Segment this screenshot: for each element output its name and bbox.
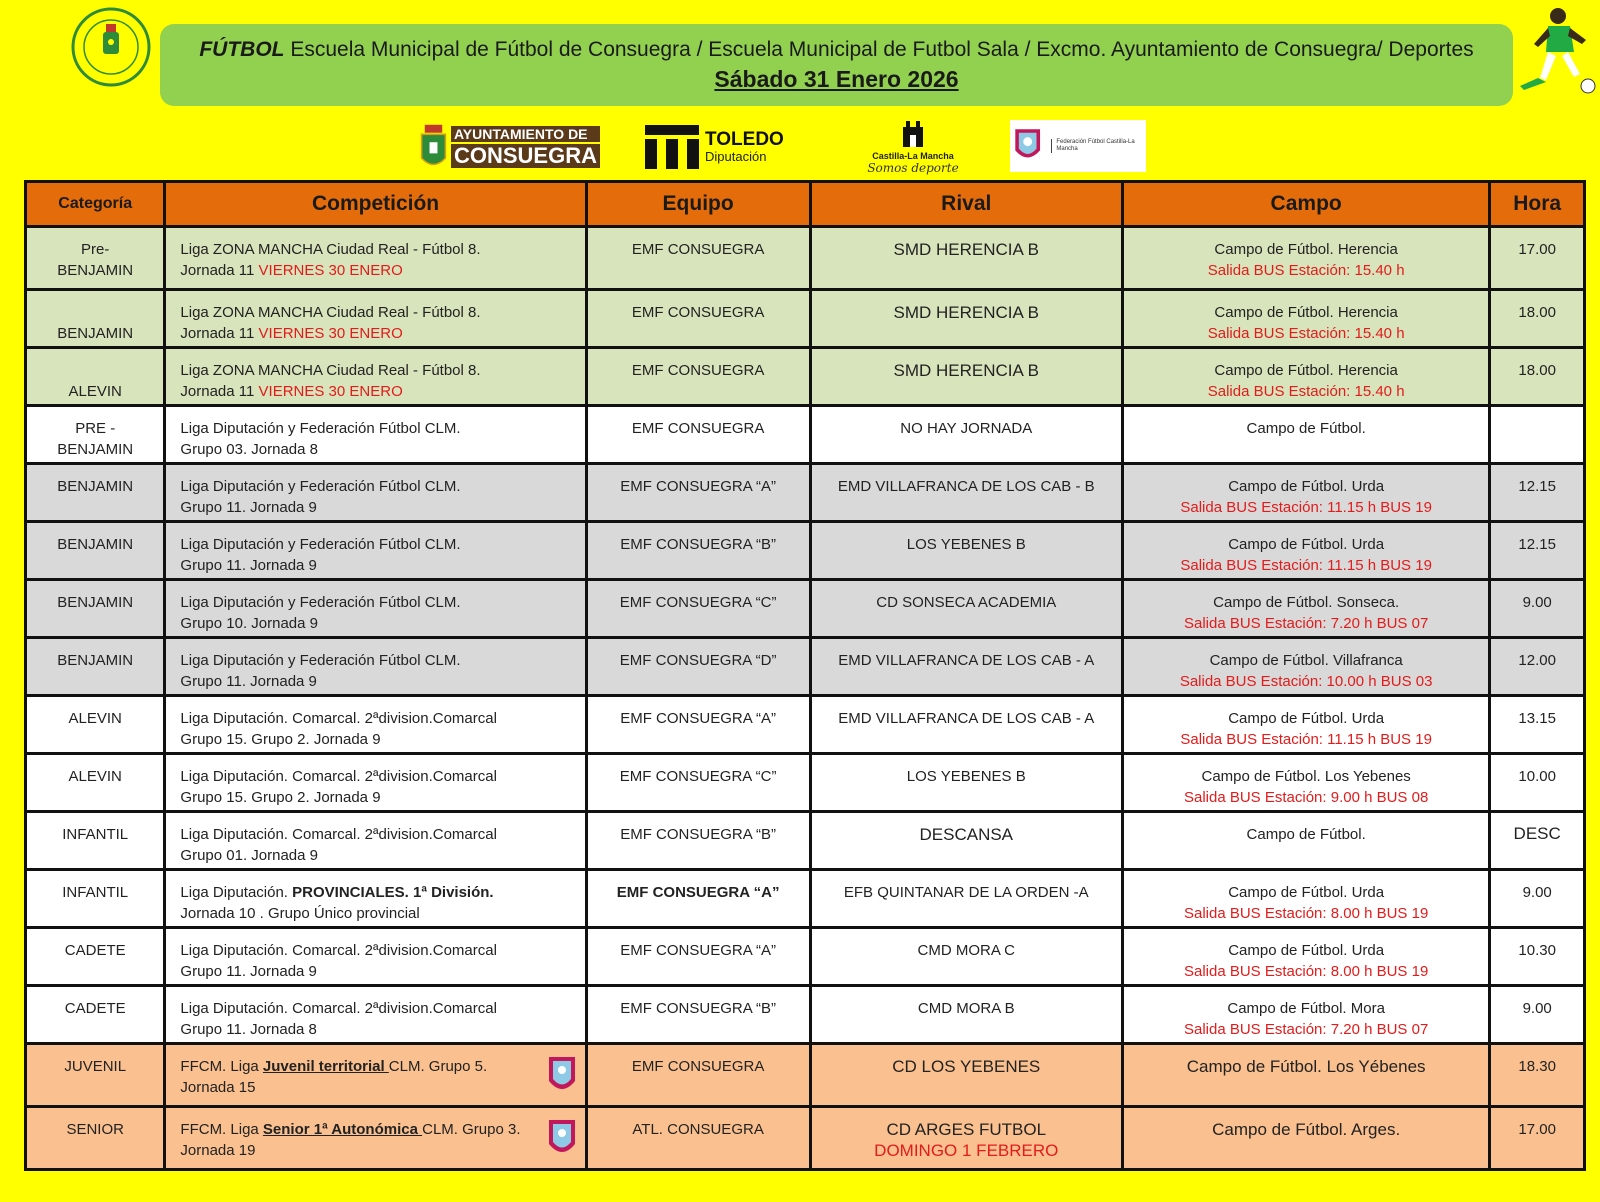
categoria-line2: BENJAMIN	[57, 441, 134, 458]
cell-equipo: EMF CONSUEGRA	[586, 1044, 810, 1107]
categoria-line1: Pre-	[81, 241, 110, 258]
cell-campo	[1122, 696, 1489, 754]
federacion-logo-text: Federación Fútbol Castilla-La Mancha	[1051, 139, 1146, 152]
campo-name: Campo de Fútbol. Sonseca.	[1213, 594, 1400, 611]
clm-castle-icon	[900, 119, 926, 149]
rival-date-note: DOMINGO 1 FEBRERO	[874, 1141, 1059, 1160]
table-row	[26, 348, 1585, 406]
cell-hora: 18.30	[1490, 1044, 1585, 1107]
categoria-line2: BENJAMIN	[57, 262, 134, 279]
cell-campo	[1122, 870, 1489, 928]
cell-hora: 9.00	[1490, 986, 1585, 1044]
competicion-line1-suffix: CLM. Grupo 3.	[422, 1121, 521, 1138]
cell-campo	[1122, 580, 1489, 638]
title-organizations: Escuela Municipal de Fútbol de Consuegra / Escuela Municipal de Futbol Sala / Excmo. Ayuntamiento de Consuegra/ Deportes	[290, 38, 1474, 61]
competicion-line2: Grupo 11. Jornada 9	[180, 673, 317, 690]
cell-hora: DESC	[1490, 812, 1585, 870]
campo-name: Campo de Fútbol. Urda	[1228, 478, 1385, 495]
competicion-line1: Liga Diputación. Comarcal. 2ªdivision.Comarcal	[180, 942, 497, 959]
ayuntamiento-consuegra-logo	[420, 114, 600, 180]
competicion-line2: Grupo 10. Jornada 9	[180, 615, 318, 632]
cell-hora: 12.15	[1490, 464, 1585, 522]
cell-campo	[1122, 986, 1489, 1044]
cell-rival: CD SONSECA ACADEMIA	[810, 580, 1122, 638]
cell-campo	[1122, 1107, 1489, 1170]
title-banner	[160, 24, 1513, 106]
cell-rival: CD LOS YEBENES	[810, 1044, 1122, 1107]
campo-bus-departure: Salida BUS Estación: 7.20 h BUS 07	[1183, 1021, 1429, 1038]
cell-campo	[1122, 522, 1489, 580]
table-row	[26, 522, 1585, 580]
header-rival: Rival	[810, 182, 1122, 227]
campo-name: Campo de Fútbol. Los Yebenes	[1201, 768, 1411, 785]
competicion-line2: Jornada 11	[180, 262, 259, 279]
cell-categoria	[26, 290, 165, 348]
competicion-line1: Liga Diputación. Comarcal. 2ªdivision.Comarcal	[180, 710, 497, 727]
page-title	[160, 38, 1513, 62]
cell-categoria: BENJAMIN	[26, 464, 165, 522]
cell-rival: DESCANSA	[810, 812, 1122, 870]
categoria-line2: BENJAMIN	[57, 325, 134, 342]
header-campo: Campo	[1122, 182, 1489, 227]
cell-competicion	[165, 522, 586, 580]
table-row	[26, 928, 1585, 986]
campo-name: Campo de Fútbol. Los Yébenes	[1186, 1057, 1426, 1076]
campo-name: Campo de Fútbol. Arges.	[1212, 1120, 1401, 1139]
campo-bus-departure: Salida BUS Estación: 10.00 h BUS 03	[1179, 673, 1433, 690]
competicion-line2: Jornada 15	[180, 1079, 256, 1096]
cell-rival: CMD MORA C	[810, 928, 1122, 986]
header-competicion: Competición	[165, 182, 586, 227]
table-row	[26, 290, 1585, 348]
clm-logo-line2: Somos deporte	[867, 161, 959, 175]
competicion-line1: Liga Diputación y Federación Fútbol CLM.	[180, 594, 461, 611]
cell-rival: CMD MORA B	[810, 986, 1122, 1044]
competicion-line2: Grupo 15. Grupo 2. Jornada 9	[180, 789, 381, 806]
cell-competicion	[165, 348, 586, 406]
campo-name: Campo de Fútbol.	[1246, 826, 1366, 843]
schedule-date: Sábado 31 Enero 2026	[714, 66, 959, 92]
cell-equipo: EMF CONSUEGRA “D”	[586, 638, 810, 696]
table-row	[26, 1044, 1585, 1107]
cell-equipo: EMF CONSUEGRA	[586, 290, 810, 348]
campo-bus-departure: Salida BUS Estación: 9.00 h BUS 08	[1183, 789, 1429, 806]
cell-equipo: ATL. CONSUEGRA	[586, 1107, 810, 1170]
toledo-logo-line2: Diputación	[705, 149, 767, 165]
cell-equipo: EMF CONSUEGRA “C”	[586, 580, 810, 638]
competicion-line2: Grupo 15. Grupo 2. Jornada 9	[180, 731, 381, 748]
competicion-line1: Liga ZONA MANCHA Ciudad Real - Fútbol 8.	[180, 362, 481, 379]
cell-campo	[1122, 1044, 1489, 1107]
federacion-futbol-clm-logo	[1010, 120, 1146, 172]
cell-rival: EFB QUINTANAR DE LA ORDEN -A	[810, 870, 1122, 928]
castilla-la-mancha-logo	[838, 114, 988, 180]
competicion-line1: Liga Diputación. Comarcal. 2ªdivision.Comarcal	[180, 1000, 497, 1017]
cell-equipo: EMF CONSUEGRA “B”	[586, 986, 810, 1044]
cell-competicion	[165, 696, 586, 754]
competicion-line1-suffix: CLM. Grupo 5.	[388, 1058, 488, 1075]
cell-hora: 10.00	[1490, 754, 1585, 812]
competicion-line1: Liga ZONA MANCHA Ciudad Real - Fútbol 8.	[180, 304, 481, 321]
campo-bus-departure: Salida BUS Estación: 15.40 h	[1207, 325, 1405, 342]
header-categoria: Categoría	[26, 182, 165, 227]
cell-competicion	[165, 406, 586, 464]
table-row	[26, 638, 1585, 696]
cell-categoria	[26, 348, 165, 406]
cell-hora: 12.00	[1490, 638, 1585, 696]
cell-equipo: EMF CONSUEGRA “A”	[586, 928, 810, 986]
campo-name: Campo de Fútbol. Urda	[1228, 884, 1385, 901]
competicion-line1: Liga Diputación. Comarcal. 2ªdivision.Comarcal	[180, 826, 497, 843]
competicion-line1: Liga Diputación. Comarcal. 2ªdivision.Comarcal	[180, 768, 497, 785]
competicion-line2: Jornada 10 . Grupo Único provincial	[180, 905, 420, 922]
cell-hora: 18.00	[1490, 290, 1585, 348]
cell-equipo: EMF CONSUEGRA “B”	[586, 812, 810, 870]
cell-categoria: INFANTIL	[26, 812, 165, 870]
cell-rival: LOS YEBENES B	[810, 754, 1122, 812]
cell-categoria: CADETE	[26, 928, 165, 986]
competicion-line2: Jornada 11	[180, 383, 259, 400]
toledo-mark-icon	[645, 125, 699, 169]
competicion-line2: Grupo 11. Jornada 9	[180, 499, 317, 516]
competicion-line1: Liga Diputación y Federación Fútbol CLM.	[180, 652, 461, 669]
table-row	[26, 1107, 1585, 1170]
federacion-badge-icon	[545, 1053, 579, 1099]
campo-bus-departure: Salida BUS Estación: 8.00 h BUS 19	[1183, 905, 1429, 922]
competicion-date-note: VIERNES 30 ENERO	[258, 325, 403, 342]
cell-rival: EMD VILLAFRANCA DE LOS CAB - B	[810, 464, 1122, 522]
cell-equipo: EMF CONSUEGRA “A”	[586, 870, 810, 928]
cell-hora: 13.15	[1490, 696, 1585, 754]
cell-hora: 12.15	[1490, 522, 1585, 580]
campo-bus-departure: Salida BUS Estación: 11.15 h BUS 19	[1180, 499, 1432, 516]
federacion-badge-icon	[545, 1116, 579, 1162]
table-row	[26, 580, 1585, 638]
cell-categoria: JUVENIL	[26, 1044, 165, 1107]
competicion-line2: Jornada 19	[180, 1142, 256, 1159]
campo-bus-departure: Salida BUS Estación: 15.40 h	[1207, 383, 1405, 400]
cell-equipo: EMF CONSUEGRA “C”	[586, 754, 810, 812]
competicion-line1: Liga Diputación y Federación Fútbol CLM.	[180, 478, 461, 495]
cell-hora	[1490, 406, 1585, 464]
cell-rival: LOS YEBENES B	[810, 522, 1122, 580]
cell-campo	[1122, 928, 1489, 986]
competicion-line2: Jornada 11	[180, 325, 259, 342]
cell-hora: 17.00	[1490, 227, 1585, 290]
competicion-line1-prefix: FFCM. Liga	[180, 1121, 263, 1138]
campo-name: Campo de Fútbol. Urda	[1228, 710, 1385, 727]
cell-equipo: EMF CONSUEGRA	[586, 406, 810, 464]
federacion-shield-icon	[1010, 123, 1045, 169]
cell-campo	[1122, 227, 1489, 290]
cell-campo	[1122, 348, 1489, 406]
match-schedule-table	[24, 180, 1586, 1171]
cell-campo	[1122, 406, 1489, 464]
cell-categoria	[26, 406, 165, 464]
campo-name: Campo de Fútbol. Herencia	[1214, 362, 1398, 379]
competicion-date-note: VIERNES 30 ENERO	[258, 383, 403, 400]
consuegra-shield-icon	[420, 117, 447, 177]
cell-competicion	[165, 227, 586, 290]
clm-logo-line1: Castilla-La Mancha	[872, 151, 954, 161]
cell-equipo: EMF CONSUEGRA “A”	[586, 696, 810, 754]
competicion-line2: Grupo 11. Jornada 9	[180, 557, 317, 574]
cell-categoria: ALEVIN	[26, 696, 165, 754]
cell-campo	[1122, 638, 1489, 696]
cell-competicion	[165, 1107, 586, 1170]
cell-competicion	[165, 986, 586, 1044]
table-row	[26, 812, 1585, 870]
title-sport: FÚTBOL	[199, 38, 285, 61]
toledo-diputacion-logo	[645, 114, 795, 180]
cell-competicion	[165, 638, 586, 696]
campo-bus-departure: Salida BUS Estación: 8.00 h BUS 19	[1183, 963, 1429, 980]
cell-competicion	[165, 812, 586, 870]
toledo-logo-line1: TOLEDO	[705, 129, 784, 151]
table-row	[26, 870, 1585, 928]
campo-name: Campo de Fútbol. Villafranca	[1209, 652, 1403, 669]
cell-rival: EMD VILLAFRANCA DE LOS CAB - A	[810, 638, 1122, 696]
campo-name: Campo de Fútbol. Urda	[1228, 942, 1385, 959]
table-header-row	[26, 182, 1585, 227]
cell-competicion	[165, 754, 586, 812]
campo-name: Campo de Fútbol. Urda	[1228, 536, 1385, 553]
campo-name: Campo de Fútbol. Herencia	[1214, 241, 1398, 258]
cell-hora: 9.00	[1490, 870, 1585, 928]
rival-name: CD ARGES FUTBOL	[886, 1120, 1047, 1139]
competicion-line1-division: PROVINCIALES. 1ª División.	[292, 884, 494, 901]
cell-competicion	[165, 928, 586, 986]
cell-hora: 9.00	[1490, 580, 1585, 638]
categoria-line1: PRE -	[75, 420, 116, 437]
sponsor-logos	[420, 114, 1180, 180]
ayto-logo-line1: AYUNTAMIENTO DE	[451, 126, 600, 142]
competicion-line1: Liga ZONA MANCHA Ciudad Real - Fútbol 8.	[180, 241, 481, 258]
cell-competicion	[165, 870, 586, 928]
table-row	[26, 696, 1585, 754]
cell-rival	[810, 1107, 1122, 1170]
cell-rival: EMD VILLAFRANCA DE LOS CAB - A	[810, 696, 1122, 754]
table-row	[26, 986, 1585, 1044]
football-player-icon	[1510, 4, 1600, 96]
cell-competicion	[165, 464, 586, 522]
cell-competicion	[165, 580, 586, 638]
cell-categoria: BENJAMIN	[26, 638, 165, 696]
table-row	[26, 227, 1585, 290]
cell-rival: SMD HERENCIA B	[810, 227, 1122, 290]
competicion-line2: Grupo 03. Jornada 8	[180, 441, 318, 458]
cell-categoria: SENIOR	[26, 1107, 165, 1170]
ayto-logo-line2: CONSUEGRA	[451, 144, 600, 168]
header-hora: Hora	[1490, 182, 1585, 227]
cell-rival: SMD HERENCIA B	[810, 348, 1122, 406]
table-row	[26, 464, 1585, 522]
competicion-line1-prefix: Liga Diputación.	[180, 884, 293, 901]
campo-name: Campo de Fútbol.	[1246, 420, 1366, 437]
cell-campo	[1122, 290, 1489, 348]
campo-name: Campo de Fútbol. Herencia	[1214, 304, 1398, 321]
campo-bus-departure: Salida BUS Estación: 7.20 h BUS 07	[1183, 615, 1429, 632]
cell-rival: NO HAY JORNADA	[810, 406, 1122, 464]
cell-rival: SMD HERENCIA B	[810, 290, 1122, 348]
cell-equipo: EMF CONSUEGRA	[586, 348, 810, 406]
competicion-line1-prefix: FFCM. Liga	[180, 1058, 263, 1075]
cell-equipo: EMF CONSUEGRA “B”	[586, 522, 810, 580]
cell-equipo: EMF CONSUEGRA “A”	[586, 464, 810, 522]
header-equipo: Equipo	[586, 182, 810, 227]
competicion-line2: Grupo 11. Jornada 9	[180, 963, 317, 980]
cell-categoria: ALEVIN	[26, 754, 165, 812]
cell-categoria: INFANTIL	[26, 870, 165, 928]
competicion-line2: Grupo 11. Jornada 8	[180, 1021, 317, 1038]
cell-competicion	[165, 290, 586, 348]
cell-hora: 18.00	[1490, 348, 1585, 406]
cell-campo	[1122, 754, 1489, 812]
competicion-date-note: VIERNES 30 ENERO	[258, 262, 403, 279]
competicion-line1: Liga Diputación y Federación Fútbol CLM.	[180, 420, 461, 437]
competicion-league-name: Senior 1ª Autonómica	[262, 1121, 423, 1138]
campo-bus-departure: Salida BUS Estación: 15.40 h	[1207, 262, 1405, 279]
table-row	[26, 754, 1585, 812]
competicion-league-name: Juvenil territorial	[262, 1058, 389, 1075]
cell-categoria: BENJAMIN	[26, 522, 165, 580]
cell-categoria	[26, 227, 165, 290]
cell-hora: 17.00	[1490, 1107, 1585, 1170]
cell-hora: 10.30	[1490, 928, 1585, 986]
table-row	[26, 406, 1585, 464]
categoria-line2: ALEVIN	[68, 383, 122, 400]
campo-name: Campo de Fútbol. Mora	[1227, 1000, 1385, 1017]
cell-equipo: EMF CONSUEGRA	[586, 227, 810, 290]
cell-categoria: CADETE	[26, 986, 165, 1044]
cell-competicion	[165, 1044, 586, 1107]
competicion-line2: Grupo 01. Jornada 9	[180, 847, 318, 864]
cell-categoria: BENJAMIN	[26, 580, 165, 638]
competicion-line1: Liga Diputación y Federación Fútbol CLM.	[180, 536, 461, 553]
cell-campo	[1122, 464, 1489, 522]
cell-campo	[1122, 812, 1489, 870]
campo-bus-departure: Salida BUS Estación: 11.15 h BUS 19	[1180, 557, 1432, 574]
campo-bus-departure: Salida BUS Estación: 11.15 h BUS 19	[1180, 731, 1432, 748]
consuegra-school-crest-icon	[70, 6, 152, 88]
